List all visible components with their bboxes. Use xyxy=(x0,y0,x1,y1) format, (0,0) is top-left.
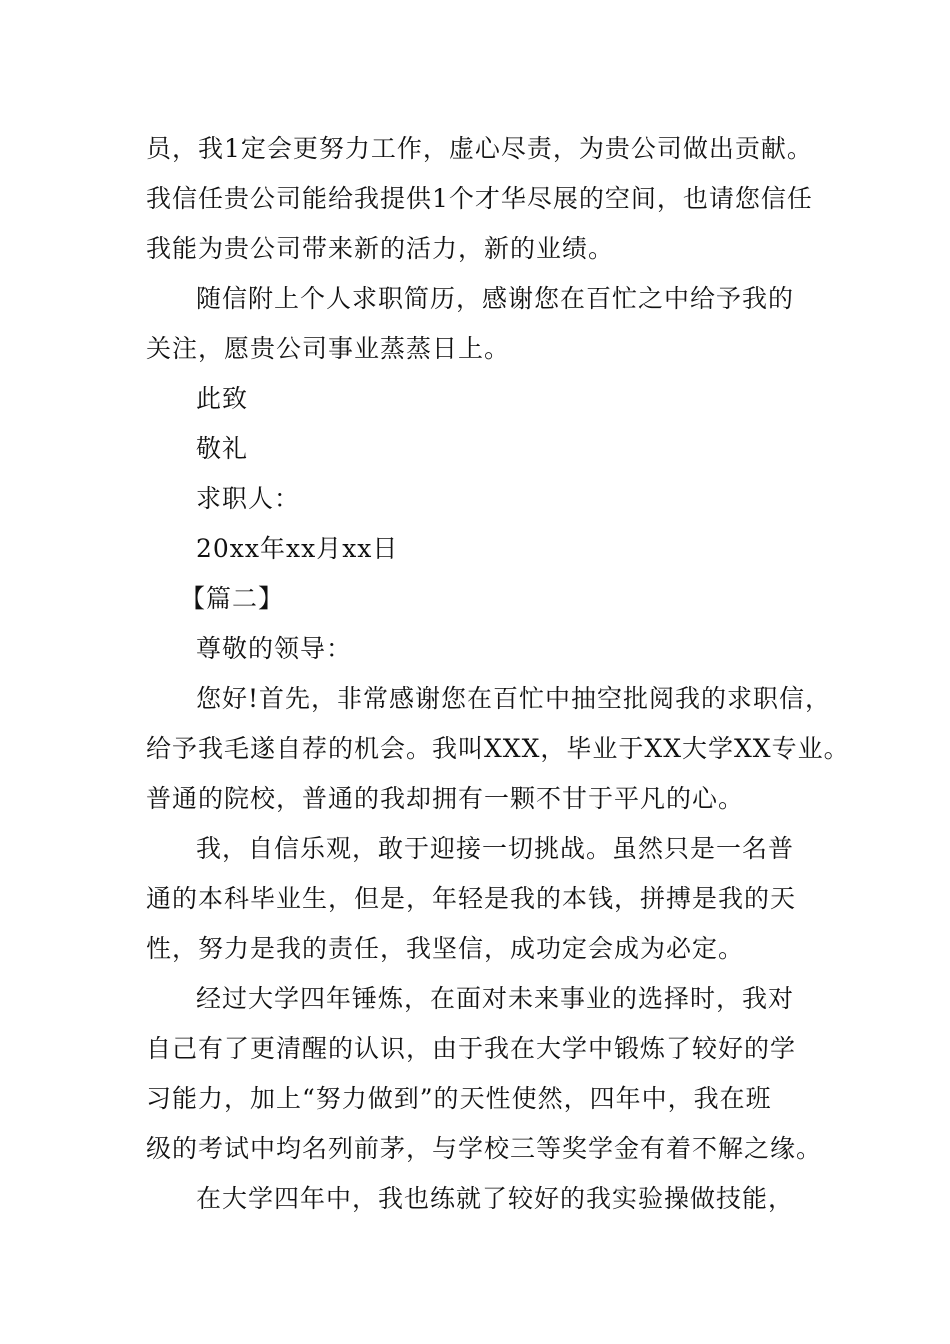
signature-label: 求职人： xyxy=(196,484,301,513)
date-line: 20xx年xx月xx日 xyxy=(196,534,399,563)
text-line: 员，我1定会更努力工作，虚心尽责，为贵公司做出贡献。 xyxy=(146,134,813,163)
text-line: 通的本科毕业生，但是，年轻是我的本钱，拼搏是我的天 xyxy=(146,884,797,913)
text-line: 我信任贵公司能给我提供1个才华尽展的空间，也请您信任 xyxy=(146,184,813,213)
greeting: 尊敬的领导： xyxy=(196,634,353,663)
text-line: 关注，愿贵公司事业蒸蒸日上。 xyxy=(146,334,511,363)
text-line: 自己有了更清醒的认识，由于我在大学中锻炼了较好的学 xyxy=(146,1034,797,1063)
text-line: 我能为贵公司带来新的活力，新的业绩。 xyxy=(146,234,615,263)
paragraph-start: 在大学四年中，我也练就了较好的我实验操做技能， xyxy=(196,1184,795,1213)
paragraph-start: 经过大学四年锤炼，在面对未来事业的选择时，我对 xyxy=(196,984,795,1013)
section-heading: 【篇二】 xyxy=(180,584,285,613)
closing-phrase: 此致 xyxy=(196,384,249,413)
salutation-closing: 敬礼 xyxy=(196,434,249,463)
text-line: 给予我毛遂自荐的机会。我叫XXX，毕业于XX大学XX专业。 xyxy=(146,734,850,763)
paragraph-start: 您好!首先，非常感谢您在百忙中抽空批阅我的求职信， xyxy=(196,684,832,713)
text-line: 性，努力是我的责任，我坚信，成功定会成为必定。 xyxy=(146,934,745,963)
paragraph-start: 随信附上个人求职简历，感谢您在百忙之中给予我的 xyxy=(196,284,795,313)
text-line: 级的考试中均名列前茅，与学校三等奖学金有着不解之缘。 xyxy=(146,1134,823,1163)
text-line: 习能力，加上“努力做到”的天性使然，四年中，我在班 xyxy=(146,1084,772,1113)
text-line: 普通的院校，普通的我却拥有一颗不甘于平凡的心。 xyxy=(146,784,745,813)
paragraph-start: 我，自信乐观，敢于迎接一切挑战。虽然只是一名普 xyxy=(196,834,795,863)
